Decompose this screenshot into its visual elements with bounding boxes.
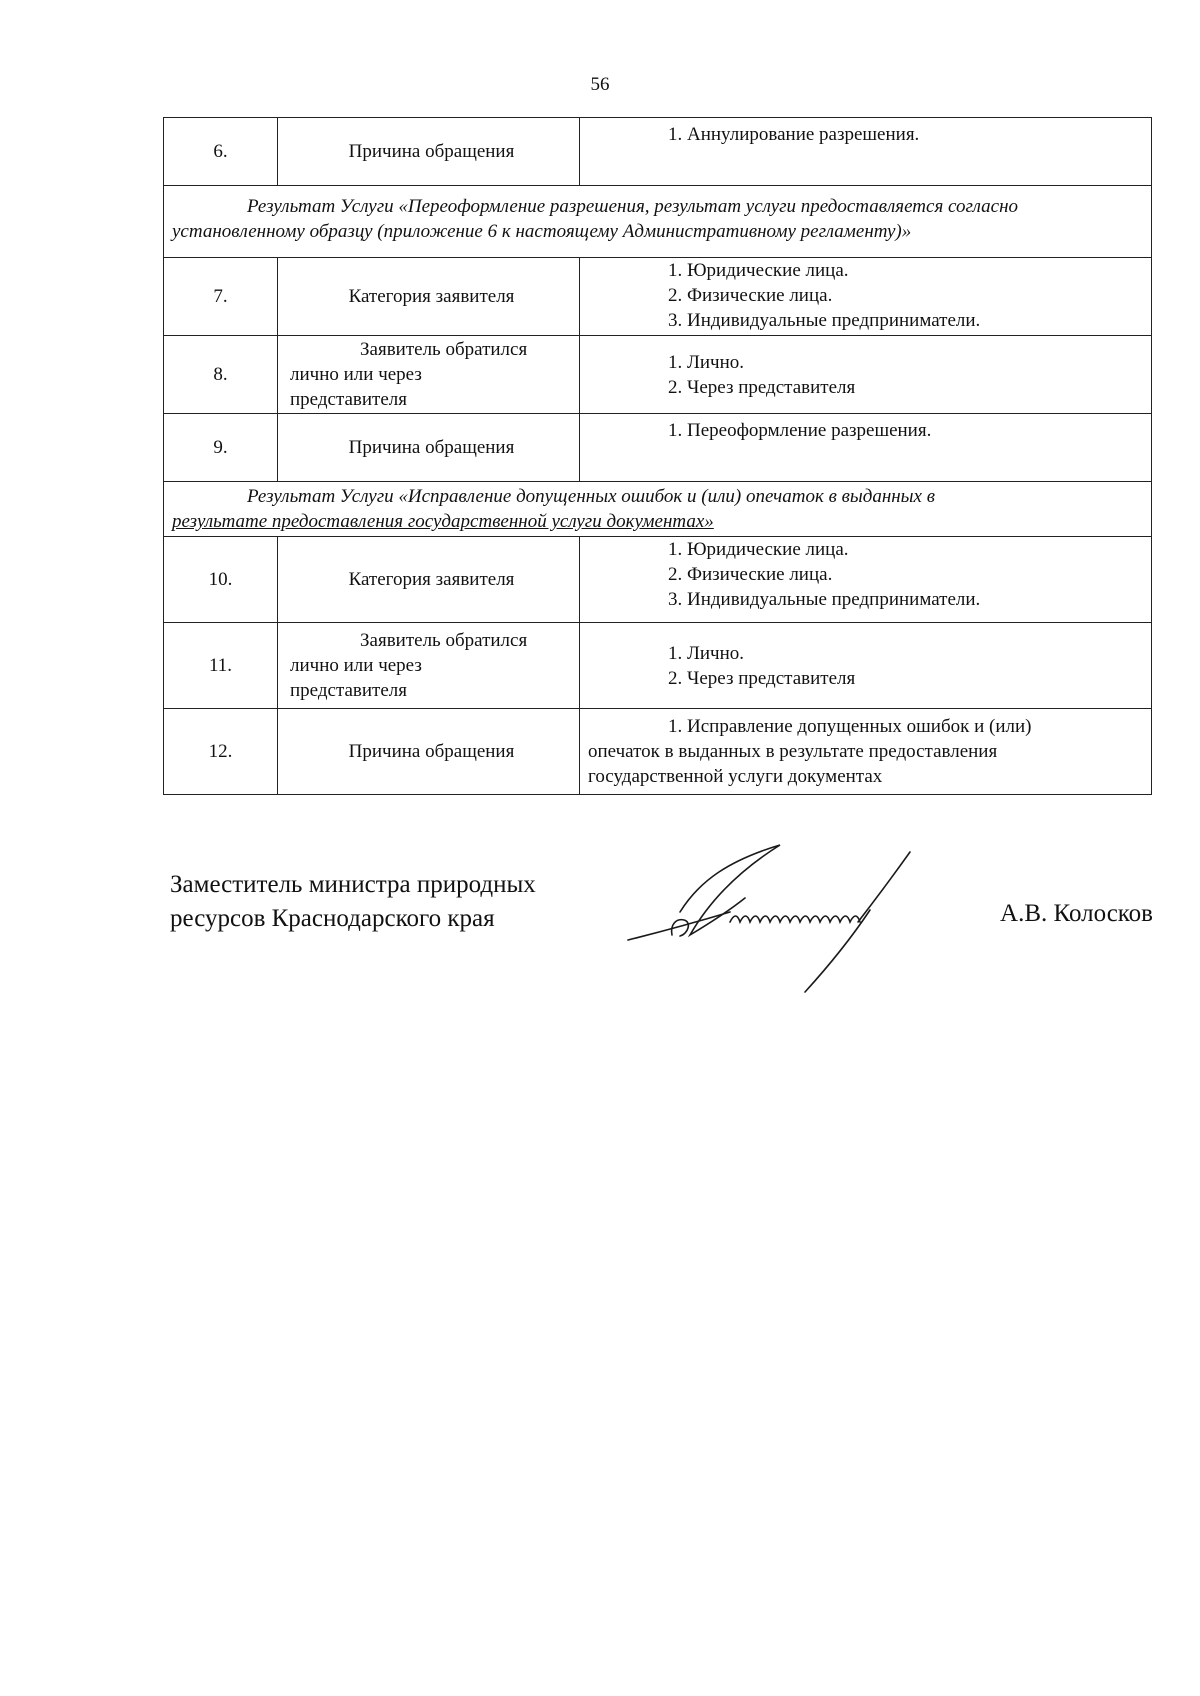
section-header xyxy=(164,482,1152,537)
row-value: 1. Лично. 2. Через представителя xyxy=(580,623,1152,709)
row-number: 7. xyxy=(164,258,278,336)
table-row xyxy=(164,258,1152,336)
requirements-table xyxy=(163,117,1152,795)
row-value: 1. Юридические лица. 2. Физические лица. 3. Индивидуальные предприниматели. xyxy=(580,258,1152,336)
row-name: Причина обращения xyxy=(278,118,580,186)
handwritten-signature xyxy=(620,840,960,1000)
table-row xyxy=(164,118,1152,186)
section-title: установленному образцу (приложение 6 к настоящему Административному регламенту)» xyxy=(172,221,912,242)
row-number: 10. xyxy=(164,537,278,623)
row-name: Категория заявителя xyxy=(278,537,580,623)
row-value: 1. Переоформление разрешения. xyxy=(580,414,1152,482)
row-number: 12. xyxy=(164,709,278,795)
section-title: Результат Услуги «Исправление допущенных ошибок и (или) опечаток в выданных в xyxy=(247,486,935,507)
row-number: 9. xyxy=(164,414,278,482)
row-number: 11. xyxy=(164,623,278,709)
row-value: 1. Исправление допущенных ошибок и (или) опечаток в выданных в результате предоставления государственной услуги документах xyxy=(580,709,1152,795)
page-number: 56 xyxy=(590,74,610,95)
table-row xyxy=(164,623,1152,709)
section-header xyxy=(164,186,1152,258)
row-name: Причина обращения xyxy=(278,414,580,482)
table-row xyxy=(164,414,1152,482)
table-row xyxy=(164,709,1152,795)
row-value: 1. Аннулирование разрешения. xyxy=(580,118,1152,186)
row-number: 8. xyxy=(164,336,278,414)
row-name: Причина обращения xyxy=(278,709,580,795)
table-row xyxy=(164,336,1152,414)
row-value: 1. Юридические лица. 2. Физические лица. 3. Индивидуальные предприниматели. xyxy=(580,537,1152,623)
row-value: 1. Лично. 2. Через представителя xyxy=(580,336,1152,414)
section-title: результате предоставления государственной услуги документах» xyxy=(172,511,714,532)
section-title: Результат Услуги «Переоформление разрешения, результат услуги предоставляется согласно xyxy=(247,196,1019,217)
row-number: 6. xyxy=(164,118,278,186)
signer-position xyxy=(170,868,536,936)
signer-name: А.В. Колосков xyxy=(1000,900,1153,927)
row-name: Категория заявителя xyxy=(278,258,580,336)
row-name: Заявитель обратился лично или через представителя xyxy=(278,623,580,709)
row-name: Заявитель обратился лично или через представителя xyxy=(278,336,580,414)
table-row xyxy=(164,537,1152,623)
signer-position-line: ресурсов Краснодарского края xyxy=(170,905,495,932)
signer-position-line: Заместитель министра природных xyxy=(170,871,536,898)
